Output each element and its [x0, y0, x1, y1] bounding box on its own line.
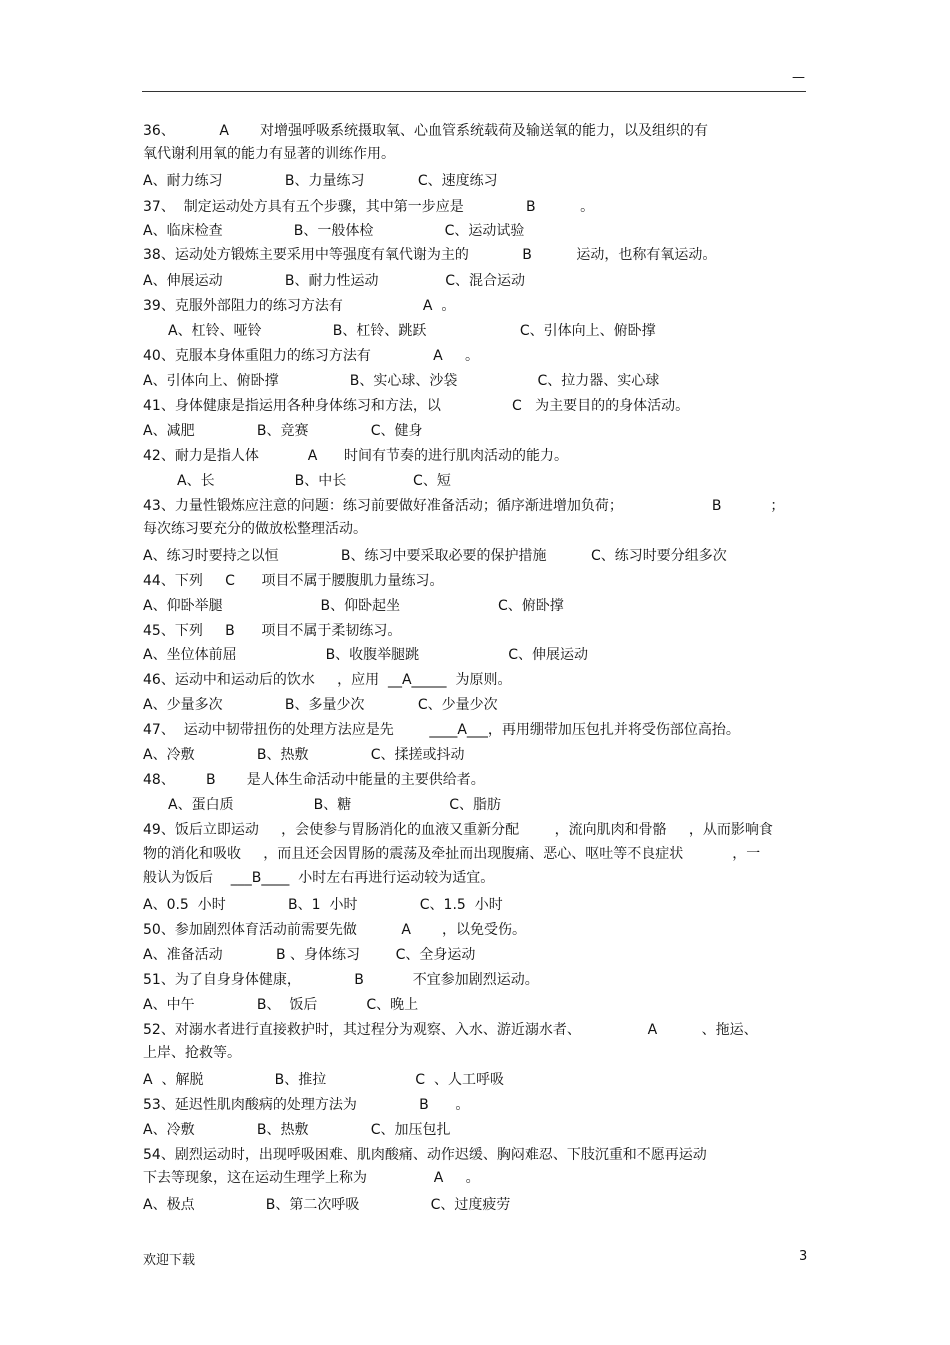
question-49-line-2: 物的消化和吸收 ，而且还会因胃肠的震荡及牵扯而出现腹痛、恶心、呕吐等不良症状 ，一	[143, 846, 761, 862]
question-36-line-2: 氧代谢利用氧的能力有显著的训练作用。	[143, 146, 395, 162]
question-44: 44、下列 C 项目不属于腰腹肌力量练习。	[143, 573, 444, 589]
question-46: 46、运动中和运动后的饮水 ，应用 __A_____ 为原则。	[143, 672, 512, 688]
question-36-line-1: 36、 A 对增强呼吸系统摄取氧、心血管系统载荷及输送氧的能力，以及组织的有	[143, 123, 709, 139]
question-48-options: A、蛋白质 B、糖 C、脂肪	[168, 797, 501, 813]
footer-text: 欢迎下载	[143, 1253, 196, 1268]
question-49-options: A、0.5 小时 B、1 小时 C、1.5 小时	[143, 897, 503, 913]
question-51-options: A、中午 B、 饭后 C、晚上	[143, 997, 419, 1013]
question-41-options: A、减肥 B、竞赛 C、健身	[143, 423, 423, 439]
question-49-line-3: 般认为饭后 ___B____ 小时左右再进行运动较为适宜。	[143, 870, 495, 886]
question-39-options: A、杠铃、哑铃 B、杠铃、跳跃 C、引体向上、俯卧撑	[168, 323, 656, 339]
question-38-options: A、伸展运动 B、耐力性运动 C、混合运动	[143, 273, 526, 289]
question-49-line-1: 49、饭后立即运动 ，会使参与胃肠消化的血液又重新分配 ，流向肌肉和骨骼 ，从而影响食	[143, 822, 773, 838]
question-38: 38、运动处方锻炼主要采用中等强度有氧代谢为主的 B 运动，也称有氧运动。	[143, 247, 717, 263]
header-mark: —	[792, 70, 805, 85]
question-50: 50、参加剧烈体育活动前需要先做 A ，以免受伤。	[143, 922, 527, 938]
question-45-options: A、坐位体前屈 B、收腹举腿跳 C、伸展运动	[143, 647, 588, 663]
question-54-line-1: 54、剧烈运动时，出现呼吸困难、肌肉酸痛、动作迟缓、胸闷难忍、下肢沉重和不愿再运动	[143, 1147, 707, 1163]
question-52-line-2: 上岸、抢救等。	[143, 1045, 241, 1061]
question-51: 51、为了自身身体健康， B 不宜参加剧烈运动。	[143, 972, 539, 988]
question-54-options: A、极点 B、第二次呼吸 C、过度疲劳	[143, 1197, 511, 1213]
question-50-options: A、准备活动 B 、身体练习 C、全身运动	[143, 947, 476, 963]
question-41: 41、身体健康是指运用各种身体练习和方法，以 C 为主要目的的身体活动。	[143, 398, 690, 414]
question-44-options: A、仰卧举腿 B、仰卧起坐 C、俯卧撑	[143, 598, 564, 614]
question-45: 45、下列 B 项目不属于柔韧练习。	[143, 623, 402, 639]
question-47-options: A、冷敷 B、热敷 C、揉搓或抖动	[143, 747, 465, 763]
question-46-options: A、少量多次 B、多量少次 C、少量少次	[143, 697, 498, 713]
question-52-options: A 、解脱 B、推拉 C 、人工呼吸	[143, 1072, 504, 1088]
question-52-line-1: 52、对溺水者进行直接救护时，其过程分为观察、入水、游近溺水者、 A 、拖运、	[143, 1022, 758, 1038]
question-40-options: A、引体向上、俯卧撑 B、实心球、沙袋 C、拉力器、实心球	[143, 373, 660, 389]
question-48: 48、 B 是人体生命活动中能量的主要供给者。	[143, 772, 485, 788]
question-47: 47、 运动中韧带扭伤的处理方法应是先 ____A___，再用绷带加压包扎并将受伤部位高抬。	[143, 722, 740, 738]
question-53-options: A、冷敷 B、热敷 C、加压包扎	[143, 1122, 451, 1138]
question-54-line-2: 下去等现象，这在运动生理学上称为 A 。	[143, 1170, 480, 1186]
question-43-options: A、练习时要持之以恒 B、练习中要采取必要的保护措施 C、练习时要分组多次	[143, 548, 727, 564]
question-43-line-2: 每次练习要充分的做放松整理活动。	[143, 521, 367, 537]
question-43-line-1: 43、力量性锻炼应注意的问题：练习前要做好准备活动；循序渐进增加负荷； B ；	[143, 498, 785, 514]
question-37: 37、 制定运动处方具有五个步骤，其中第一步应是 B 。	[143, 199, 595, 215]
question-37-options: A、临床检查 B、一般体检 C、运动试验	[143, 223, 525, 239]
question-36-options: A、耐力练习 B、力量练习 C、速度练习	[143, 173, 498, 189]
question-42: 42、耐力是指人体 A 时间有节奏的进行肌肉活动的能力。	[143, 448, 569, 464]
question-42-options: A、长 B、中长 C、短	[177, 473, 451, 489]
question-40: 40、克服本身体重阻力的练习方法有 A 。	[143, 348, 479, 364]
page-number: 3	[799, 1249, 808, 1264]
header-rule	[142, 91, 806, 92]
question-53: 53、延迟性肌肉酸病的处理方法为 B 。	[143, 1097, 470, 1113]
question-39: 39、克服外部阻力的练习方法有 A 。	[143, 298, 456, 314]
